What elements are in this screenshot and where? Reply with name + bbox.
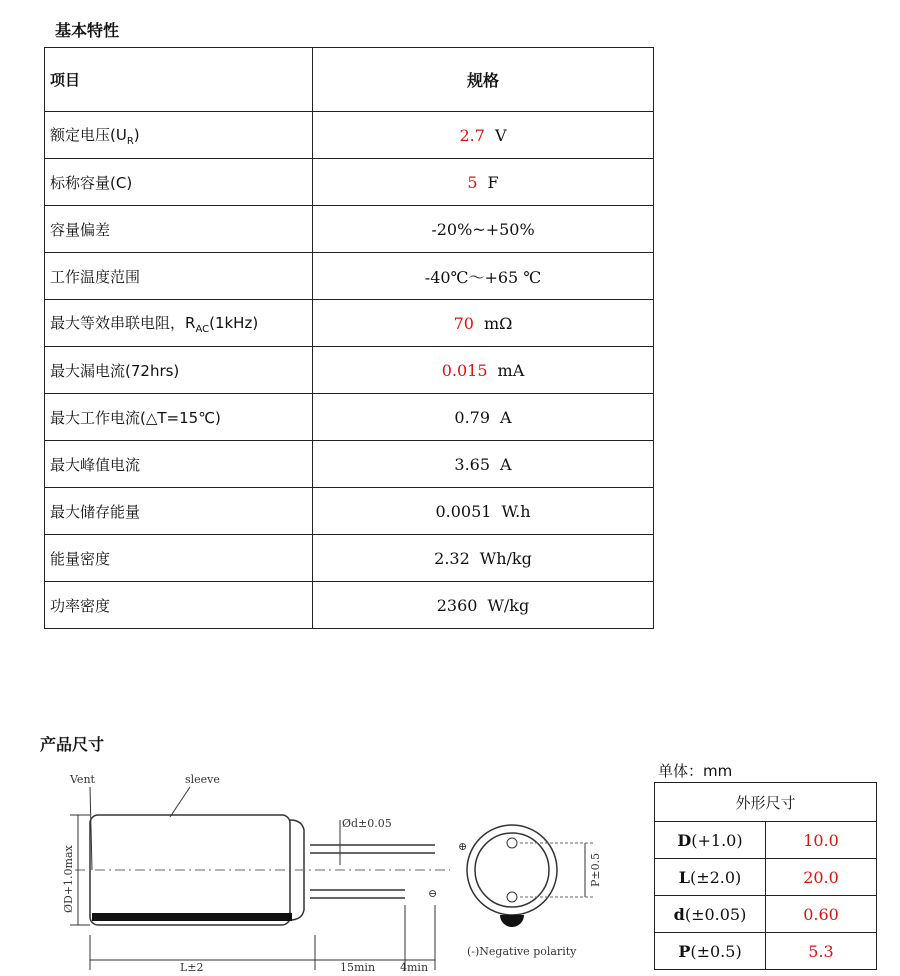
dim-value: 10.0 [766,822,877,859]
minus-label: ⊖ [428,887,438,900]
length-label: L±2 [180,961,204,974]
dim-value: 0.60 [766,896,877,933]
dim-key-tolerance: (±0.05) [684,904,747,924]
dim-row [655,822,877,859]
spec-item-name: 标称容量(C) [50,173,133,192]
spec-value-cell [313,347,654,394]
spec-unit: A [500,454,512,474]
spec-name-cell [45,441,313,488]
end-view-inner [475,833,549,907]
vent-label: Vent [70,773,95,786]
spec-row [45,300,654,347]
spec-row [45,347,654,394]
spec-name-cell [45,394,313,441]
spec-item-name: 最大峰值电流 [50,455,141,474]
unit-label: 单体：mm [658,762,733,780]
dim-key-cell [655,933,766,970]
dim-key-cell [655,896,766,933]
spec-header-row [45,48,654,112]
dim-key-tolerance: (+1.0) [691,830,743,850]
spec-item-name-end: (1kHz) [209,313,259,332]
lead-short-label: 4min [400,961,429,974]
dim-key-cell [655,859,766,896]
dim-key-symbol: D [677,830,692,850]
spec-name-cell [45,488,313,535]
spec-header-item: 项目 [45,48,313,112]
polarity-label: (-)Negative polarity [467,945,577,958]
dimension-table [654,782,877,970]
spec-unit: mΩ [483,313,513,333]
polarity-stripe [92,913,292,921]
spec-item-name: 工作温度范围 [50,267,141,286]
dim-key-symbol: P [678,941,691,961]
spec-name-cell [45,347,313,394]
diameter-label: ØD+1.0max [62,845,75,913]
lead-hole-bottom [507,892,517,902]
spec-item-sub: AC [195,323,210,335]
pitch-label: P±0.5 [589,852,602,887]
spec-name-cell [45,112,313,159]
spec-item-name: 最大储存能量 [50,502,141,521]
dim-key-symbol: d [673,904,685,924]
spec-item-name: 额定电压(U [50,125,127,144]
spec-value: 2.7 [459,125,485,145]
dim-row [655,859,877,896]
dim-header: 外形尺寸 [655,783,877,822]
dim-header-row [655,783,877,822]
spec-name-cell [45,582,313,629]
dim-row [655,933,877,970]
dim-key-symbol: L [678,867,690,887]
spec-value: -20%~+50% [431,219,535,239]
spec-value: 0.015 [441,360,488,380]
spec-header-spec: 规格 [313,48,654,112]
spec-item-sub: R [126,135,134,147]
dim-value: 20.0 [766,859,877,896]
spec-row [45,159,654,206]
spec-item-name: 最大漏电流(72hrs) [50,361,180,380]
spec-value-cell [313,159,654,206]
spec-row [45,253,654,300]
dim-value: 5.3 [766,933,877,970]
spec-value: 2.32 [434,548,470,568]
dim-key-tolerance: (±0.5) [690,941,742,961]
spec-item-name: 功率密度 [50,596,111,615]
sleeve-label: sleeve [185,773,220,786]
spec-value: 70 [453,313,474,333]
spec-row [45,535,654,582]
spec-value-cell [313,488,654,535]
section-title-dimensions: 产品尺寸 [40,735,105,754]
spec-item-name: 最大等效串联电阻，R [50,313,196,332]
spec-row [45,206,654,253]
spec-unit: V [494,125,507,145]
spec-unit: W.h [501,501,531,521]
spec-value: 0.0051 [435,501,492,521]
spec-value-cell [313,300,654,347]
lead-dia-label: Ød±0.05 [342,817,392,830]
spec-row [45,488,654,535]
spec-value: 5 [467,172,478,192]
dim-row [655,896,877,933]
spec-item-name: 能量密度 [50,549,111,568]
spec-value: 2360 [436,595,478,615]
spec-value-cell [313,394,654,441]
spec-value: 0.79 [454,407,491,427]
spec-unit: Wh/kg [479,548,532,568]
dimension-drawing [30,765,630,975]
spec-unit: F [487,172,499,192]
spec-value-cell [313,582,654,629]
spec-row [45,112,654,159]
spec-name-cell [45,300,313,347]
spec-unit: W/kg [487,595,530,615]
section-title-characteristics: 基本特性 [55,21,120,40]
spec-name-cell [45,206,313,253]
spec-name-cell [45,159,313,206]
dim-key-cell [655,822,766,859]
spec-name-cell [45,253,313,300]
spec-name-cell [45,535,313,582]
spec-unit: A [500,407,512,427]
lead-hole-top [507,838,517,848]
spec-unit: mA [497,360,525,380]
plus-label: ⊕ [458,840,468,853]
spec-item-name-end: ) [133,125,140,144]
spec-value: 3.65 [454,454,491,474]
spec-table [44,47,654,629]
spec-value-cell [313,441,654,488]
spec-value: -40℃～+65 ℃ [424,267,542,287]
spec-row [45,582,654,629]
spec-value-cell [313,206,654,253]
spec-item-name: 容量偏差 [50,220,111,239]
spec-value-cell [313,535,654,582]
spec-row [45,394,654,441]
spec-item-name: 最大工作电流(△T=15℃) [50,408,221,427]
spec-value-cell [313,253,654,300]
lead-length-label: 15min [340,961,376,974]
dim-key-tolerance: (±2.0) [689,867,742,887]
spec-value-cell [313,112,654,159]
spec-row [45,441,654,488]
